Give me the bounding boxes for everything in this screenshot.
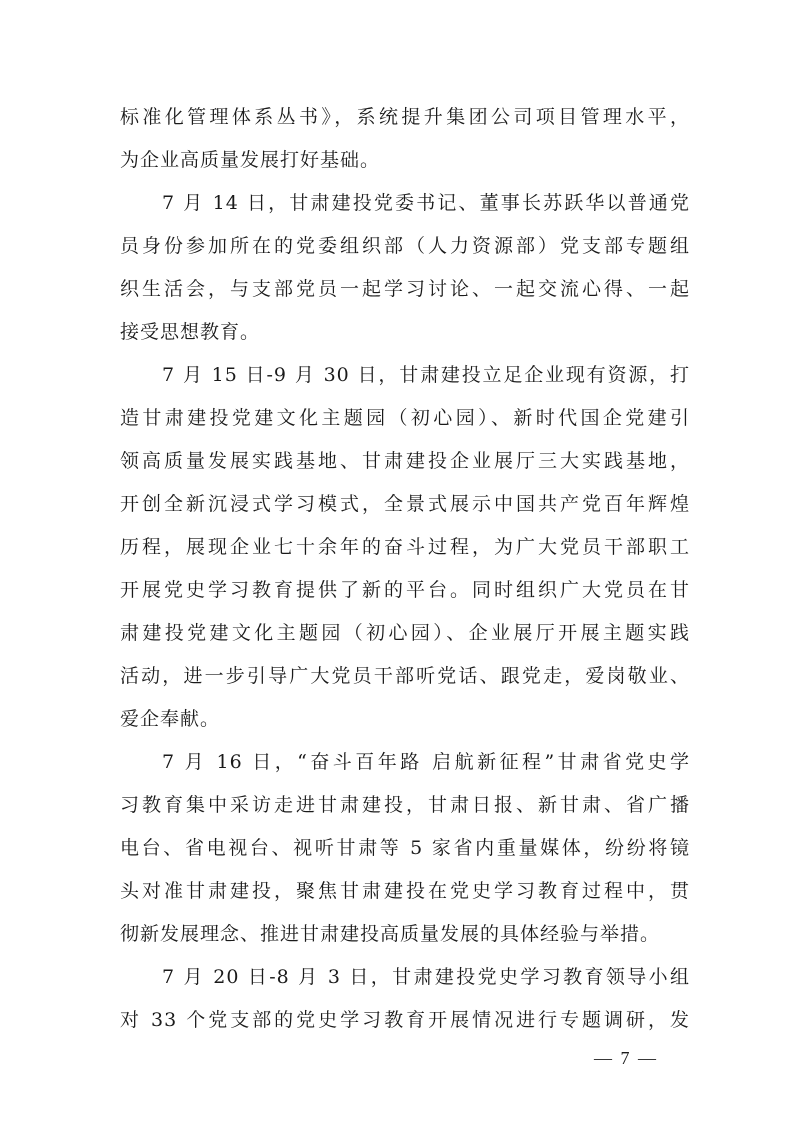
text-line: 头对准甘肃建投，聚焦甘肃建投在党史学习教育过程中，贯	[120, 880, 690, 902]
text-line: 领高质量发展实践基地、甘肃建投企业展厅三大实践基地，	[120, 450, 690, 472]
text-line: 习教育集中采访走进甘肃建投，甘肃日报、新甘肃、省广播	[120, 794, 690, 816]
page-number: — 7 —	[594, 1048, 658, 1068]
body-text	[120, 96, 690, 1042]
text-line: 爱企奉献。	[120, 708, 221, 730]
text-line: 标准化管理体系丛书》，系统提升集团公司项目管理水平，	[120, 106, 690, 128]
text-line: 7 月 15 日-9 月 30 日，甘肃建投立足企业现有资源，打	[162, 364, 690, 386]
text-line: 活动，进一步引导广大党员干部听党话、跟党走，爱岗敬业、	[120, 665, 690, 687]
text-line: 对 33 个党支部的党史学习教育开展情况进行专题调研，发	[120, 1009, 690, 1031]
text-line: 7 月 16 日，“奋斗百年路 启航新征程”甘肃省党史学	[162, 751, 690, 773]
text-line: 接受思想教育。	[120, 321, 261, 343]
text-line: 肃建投党建文化主题园（初心园）、企业展厅开展主题实践	[120, 622, 690, 644]
text-line: 电台、省电视台、视听甘肃等 5 家省内重量媒体，纷纷将镜	[120, 837, 690, 859]
text-line: 员身份参加所在的党委组织部（人力资源部）党支部专题组	[120, 235, 690, 257]
paragraph	[120, 956, 690, 1042]
paragraph	[120, 354, 690, 741]
text-line: 造甘肃建投党建文化主题园（初心园）、新时代国企党建引	[120, 407, 690, 429]
text-line: 7 月 14 日，甘肃建投党委书记、董事长苏跃华以普通党	[162, 192, 690, 214]
text-line: 为企业高质量发展打好基础。	[120, 149, 381, 171]
paragraph	[120, 741, 690, 956]
text-line: 开展党史学习教育提供了新的平台。同时组织广大党员在甘	[120, 579, 690, 601]
text-line: 开创全新沉浸式学习模式，全景式展示中国共产党百年辉煌	[120, 493, 690, 515]
paragraph	[120, 96, 690, 182]
paragraph	[120, 182, 690, 354]
text-line: 织生活会，与支部党员一起学习讨论、一起交流心得、一起	[120, 278, 690, 300]
text-line: 7 月 20 日-8 月 3 日，甘肃建投党史学习教育领导小组	[162, 966, 690, 988]
text-line: 历程，展现企业七十余年的奋斗过程，为广大党员干部职工	[120, 536, 690, 558]
text-line: 彻新发展理念、推进甘肃建投高质量发展的具体经验与举措。	[120, 923, 661, 945]
